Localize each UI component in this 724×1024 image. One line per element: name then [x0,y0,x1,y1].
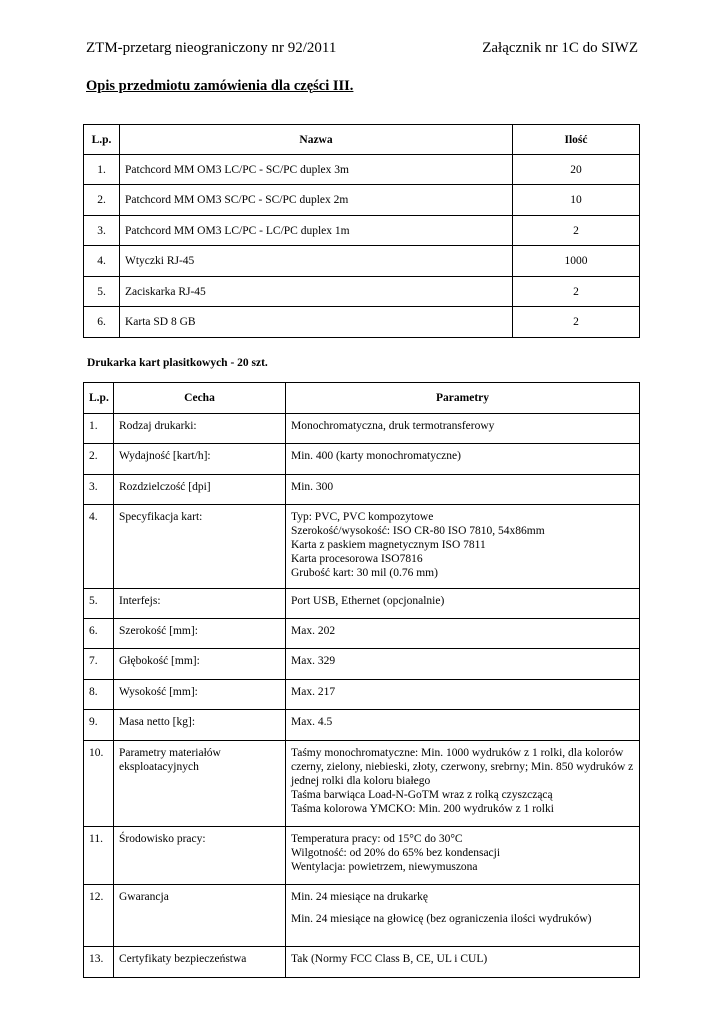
feature-name: Wysokość [mm]: [114,680,286,710]
table-row [84,947,640,978]
table-row [84,589,640,619]
param-line: Taśma barwiąca Load-N-GoTM wraz z rolką czyszczącą [291,789,553,801]
item-name: Patchcord MM OM3 LC/PC - LC/PC duplex 1m [120,216,513,246]
table-row [84,246,640,277]
page-header [86,40,638,60]
param-line: Min. 300 [291,481,334,493]
row-number: 9. [84,710,114,741]
table-row [84,475,640,505]
items-table [83,124,640,338]
row-number: 2. [84,185,120,216]
param-line: Taśmy monochromatyczne: Min. 1000 wydruków z 1 rolki, dla kolorów czerny, zielony, niebieski, złoty, czerwony, srebrny; Min. 850 wydruków z jednej rolki dla koloru białego [291,747,634,787]
row-number: 7. [84,649,114,680]
row-number: 5. [84,277,120,307]
row-number: 11. [84,827,114,885]
param-line: Min. 24 miesiące na drukarkę [291,891,428,903]
table-row [84,710,640,741]
param-line: Karta procesorowa ISO7816 [291,553,423,565]
row-number: 1. [84,414,114,444]
item-quantity: 2 [513,307,640,338]
feature-params [286,505,640,589]
table-row [84,649,640,680]
param-line: Taśma kolorowa YMCKO: Min. 200 wydruków z 1 rolki [291,803,554,815]
table-row [84,619,640,649]
feature-name: Wydajność [kart/h]: [114,444,286,475]
row-number: 10. [84,741,114,827]
table-row [84,277,640,307]
row-number: 3. [84,216,120,246]
table-row [84,444,640,475]
feature-name: Parametry materiałów eksploatacyjnych [114,741,286,827]
item-name: Patchcord MM OM3 LC/PC - SC/PC duplex 3m [120,155,513,185]
row-number: 6. [84,619,114,649]
param-line: Max. 329 [291,655,336,667]
feature-name: Szerokość [mm]: [114,619,286,649]
item-name: Wtyczki RJ-45 [120,246,513,277]
param-line: Min. 400 (karty monochromatyczne) [291,450,461,462]
column-header-qty: Ilość [513,125,640,155]
feature-name: Rodzaj drukarki: [114,414,286,444]
feature-params [286,741,640,827]
row-number: 5. [84,589,114,619]
param-line: Typ: PVC, PVC kompozytowe [291,511,434,523]
param-line: Min. 24 miesiące na głowicę (bez ograniczenia ilości wydruków) [291,913,592,925]
table-row [84,680,640,710]
feature-name: Certyfikaty bezpieczeństwa [114,947,286,978]
table-row [84,155,640,185]
row-number: 3. [84,475,114,505]
table-row [84,185,640,216]
row-number: 6. [84,307,120,338]
table-row [84,741,640,827]
item-quantity: 2 [513,277,640,307]
param-line: Max. 217 [291,686,336,698]
feature-name: Środowisko pracy: [114,827,286,885]
table-row [84,216,640,246]
param-line: Max. 202 [291,625,336,637]
specs-table [83,382,640,978]
table-row [84,505,640,589]
item-quantity: 1000 [513,246,640,277]
feature-params [286,710,640,741]
row-number: 4. [84,505,114,589]
feature-params [286,414,640,444]
feature-params [286,885,640,947]
param-line: Karta z paskiem magnetycznym ISO 7811 [291,539,486,551]
table-row [84,414,640,444]
param-line: Port USB, Ethernet (opcjonalnie) [291,595,445,607]
feature-params [286,680,640,710]
feature-name: Rozdzielczość [dpi] [114,475,286,505]
attachment-label: Załącznik nr 1C do SIWZ [482,40,638,56]
row-number: 1. [84,155,120,185]
param-line: Max. 4.5 [291,716,333,728]
feature-name: Gwarancja [114,885,286,947]
item-quantity: 20 [513,155,640,185]
table-row [84,827,640,885]
feature-name: Głębokość [mm]: [114,649,286,680]
item-name: Karta SD 8 GB [120,307,513,338]
feature-params [286,947,640,978]
feature-params [286,619,640,649]
feature-params [286,444,640,475]
column-header-feature: Cecha [114,383,286,414]
param-line: Tak (Normy FCC Class B, CE, UL i CUL) [291,953,488,965]
feature-name: Specyfikacja kart: [114,505,286,589]
param-line: Monochromatyczna, druk termotransferowy [291,420,495,432]
param-line: Grubość kart: 30 mil (0.76 mm) [291,567,438,579]
row-number: 8. [84,680,114,710]
printer-section-title: Drukarka kart plasitkowych - 20 szt. [87,357,268,369]
table-row [84,885,640,947]
item-name: Patchcord MM OM3 SC/PC - SC/PC duplex 2m [120,185,513,216]
param-line: Wentylacja: powietrzem, niewymuszona [291,861,478,873]
column-header-name: Nazwa [120,125,513,155]
item-name: Zaciskarka RJ-45 [120,277,513,307]
param-line: Temperatura pracy: od 15°C do 30°C [291,833,463,845]
tender-reference: ZTM-przetarg nieograniczony nr 92/2011 [86,40,337,56]
feature-params [286,475,640,505]
param-line: Wilgotność: od 20% do 65% bez kondensacji [291,847,501,859]
feature-params [286,649,640,680]
document-title: Opis przedmiotu zamówienia dla części III. [86,78,354,94]
row-number: 2. [84,444,114,475]
row-number: 13. [84,947,114,978]
param-line: Szerokość/wysokość: ISO CR-80 ISO 7810, 54x86mm [291,525,545,537]
column-header-lp: L.p. [84,383,114,414]
column-header-params: Parametry [286,383,640,414]
feature-name: Masa netto [kg]: [114,710,286,741]
table-row [84,307,640,338]
row-number: 4. [84,246,120,277]
item-quantity: 10 [513,185,640,216]
feature-params [286,589,640,619]
row-number: 12. [84,885,114,947]
item-quantity: 2 [513,216,640,246]
feature-name: Interfejs: [114,589,286,619]
column-header-lp: L.p. [84,125,120,155]
feature-params [286,827,640,885]
